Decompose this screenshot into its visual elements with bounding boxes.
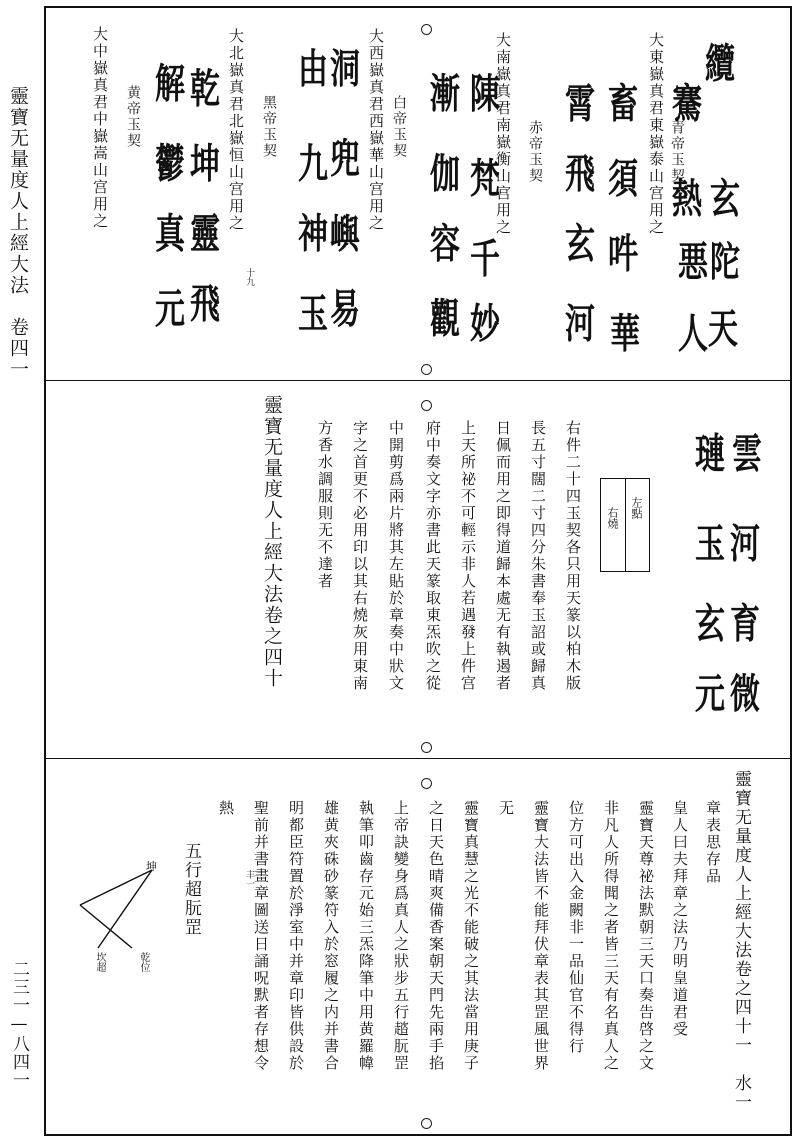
seal-glyph: 洞 <box>330 45 360 94</box>
circle-mark <box>421 778 432 789</box>
text-column: 靈寶无量度人上經大法卷之四十一 水一 <box>731 770 751 1112</box>
tag-divider <box>625 479 626 571</box>
text-column: 大中嶽真君中嶽嵩山宫用之 <box>91 26 109 230</box>
seal-glyph: 人 <box>678 310 708 359</box>
seal-glyph: 漸 <box>430 70 460 119</box>
text-column: 上帝訣變身爲真人之狀步五行趦朊罡 <box>392 800 410 1072</box>
circle-mark <box>421 364 432 375</box>
seal-glyph: 雲 <box>732 430 762 479</box>
seal-glyph: 兜 <box>330 135 360 184</box>
text-column: 靈寶无量度人上經大法卷之四十 <box>261 395 283 689</box>
seal-glyph: 畜 <box>608 80 638 129</box>
panel-1-page-mark: 十九 <box>244 268 254 286</box>
seal-glyph: 微 <box>730 670 760 719</box>
text-column: 府中奏文字亦書此天篆取東炁吹之從 <box>424 420 442 692</box>
text-column: 方香水調服則无不達者 <box>316 420 334 590</box>
placement-tag <box>600 478 650 572</box>
text-column: 靈寶大法皆不能拜伏章表其罡風世界 <box>532 800 550 1072</box>
text-column: 日佩而用之即得道歸本處无有執遏者 <box>494 420 512 692</box>
text-column: 長五寸闊二寸四分朱書奉玉詔或歸真 <box>529 420 547 692</box>
seal-glyph: 玄 <box>565 220 595 269</box>
divider-1 <box>44 380 792 381</box>
seal-glyph: 須 <box>608 155 638 204</box>
text-column: 皇人曰夫拜章之法乃明皇道君受 <box>671 800 689 1038</box>
tag-left-label: 左點 <box>630 497 643 519</box>
text-column: 明都臣符置於淨室中并章印皆供設於 <box>287 800 305 1072</box>
margin-page-number: 二三一—八四一 <box>9 960 29 1089</box>
diagram-label-right: 乾位 <box>138 952 149 972</box>
seal-glyph: 乾 <box>190 65 220 114</box>
text-column: 靈寶天尊祕法默朝三天口奏告啓之文 <box>637 800 655 1072</box>
seal-glyph: 天 <box>708 305 738 354</box>
margin-title: 靈寶无量度人上經大法 卷四一 <box>7 86 29 380</box>
seal-glyph: 梵 <box>470 155 500 204</box>
text-column: 聖前并書畫章圖送日誦呪默者存想令 <box>252 800 270 1072</box>
panel-3-note: 丰一 <box>244 870 254 888</box>
text-column: 熱 <box>217 800 235 817</box>
seal-glyph: 飛 <box>190 280 220 329</box>
text-column: 大西嶽真君西嶽華山宫用之 <box>367 28 385 232</box>
text-column: 位方可出入金闕非一品仙官不得行 <box>567 800 585 1055</box>
seal-glyph: 玉 <box>695 520 725 569</box>
seal-glyph: 解 <box>155 60 185 109</box>
text-column: 右件二十四玉契各只用天篆以柏木版 <box>564 420 582 692</box>
seal-glyph: 陀 <box>710 238 740 287</box>
seal-glyph: 玄 <box>710 175 740 224</box>
seal-glyph: 易 <box>330 285 360 334</box>
seal-glyph: 真 <box>155 210 185 259</box>
seal-glyph: 玉 <box>298 290 328 339</box>
diagram-label-top: 坤 <box>146 860 157 873</box>
circle-mark <box>421 400 432 411</box>
text-column: 黑帝玉契 <box>261 95 277 159</box>
seal-glyph: 悪 <box>678 238 708 287</box>
circle-mark <box>421 742 432 753</box>
seal-glyph: 吽 <box>608 230 638 279</box>
text-column: 无 <box>497 800 515 817</box>
text-column: 靈寶真慧之光不能破之其法當用庚子 <box>462 800 480 1072</box>
seal-glyph: 鬱 <box>155 140 185 189</box>
seal-glyph: 元 <box>155 285 185 334</box>
text-column: 中開剪爲兩片將其左貼於章奏中狀文 <box>387 420 405 692</box>
seal-glyph: 纜 <box>705 40 735 89</box>
seal-glyph: 靈 <box>190 210 220 259</box>
text-column: 章表思存品 <box>704 800 722 885</box>
seal-glyph: 妙 <box>470 300 500 349</box>
seal-glyph: 陳 <box>470 70 500 119</box>
text-column: 大北嶽真君北嶽恒山宫用之 <box>227 28 245 232</box>
text-column: 大東嶽真君東嶽泰山宫用之 <box>647 32 665 236</box>
seal-glyph: 元 <box>695 670 725 719</box>
seal-glyph: 嶼 <box>330 210 360 259</box>
seal-glyph: 坤 <box>190 140 220 189</box>
divider-2 <box>44 758 792 759</box>
seal-glyph: 育 <box>730 600 760 649</box>
seal-glyph: 騫 <box>672 80 702 129</box>
seal-glyph: 千 <box>470 235 500 284</box>
diagram-label-left: 坎超 <box>94 952 105 972</box>
text-column: 五行超朊罡 <box>181 842 201 937</box>
diagram-line-3 <box>80 905 132 948</box>
text-column: 非凡人所得聞之者皆三天有名真人之 <box>602 800 620 1072</box>
diagram-line-2 <box>80 870 152 905</box>
text-column: 黄帝玉契 <box>125 85 141 149</box>
text-column: 雄黄夾硃砂篆符入於窓履之内并書合 <box>322 800 340 1072</box>
seal-glyph: 華 <box>610 310 640 359</box>
seal-glyph: 容 <box>430 220 460 269</box>
text-column: 白帝玉契 <box>391 95 407 159</box>
seal-glyph: 璉 <box>695 430 725 479</box>
diagram-line-1 <box>98 870 152 948</box>
seal-glyph: 玄 <box>695 600 725 649</box>
seal-glyph: 霄 <box>565 80 595 129</box>
text-column: 青帝玉契 <box>669 120 685 184</box>
text-column: 執筆叩齒存元始三炁降筆中用黄羅幃 <box>357 800 375 1072</box>
text-column: 赤帝玉契 <box>527 120 543 184</box>
seal-glyph: 伽 <box>430 150 460 199</box>
seal-glyph: 觀 <box>430 295 460 344</box>
five-elements-diagram <box>70 850 180 980</box>
seal-glyph: 河 <box>730 520 760 569</box>
tag-right-label: 右燒 <box>606 507 619 529</box>
text-column: 上天所祕不可輕示非人若遇發上件宫 <box>459 420 477 692</box>
seal-glyph: 熱 <box>672 175 702 224</box>
seal-glyph: 河 <box>565 300 595 349</box>
circle-mark <box>421 1118 432 1129</box>
circle-mark <box>421 24 432 35</box>
seal-glyph: 九 <box>298 140 328 189</box>
seal-glyph: 由 <box>298 45 328 94</box>
seal-glyph: 飛 <box>565 150 595 199</box>
text-column: 之日天色晴爽備香案朝天門先兩手掐 <box>427 800 445 1072</box>
text-column: 大南嶽真君南嶽衡山宫用之 <box>494 32 512 236</box>
text-column: 字之首更不必用印以其右燒灰用東南 <box>351 420 369 692</box>
seal-glyph: 神 <box>298 210 328 259</box>
